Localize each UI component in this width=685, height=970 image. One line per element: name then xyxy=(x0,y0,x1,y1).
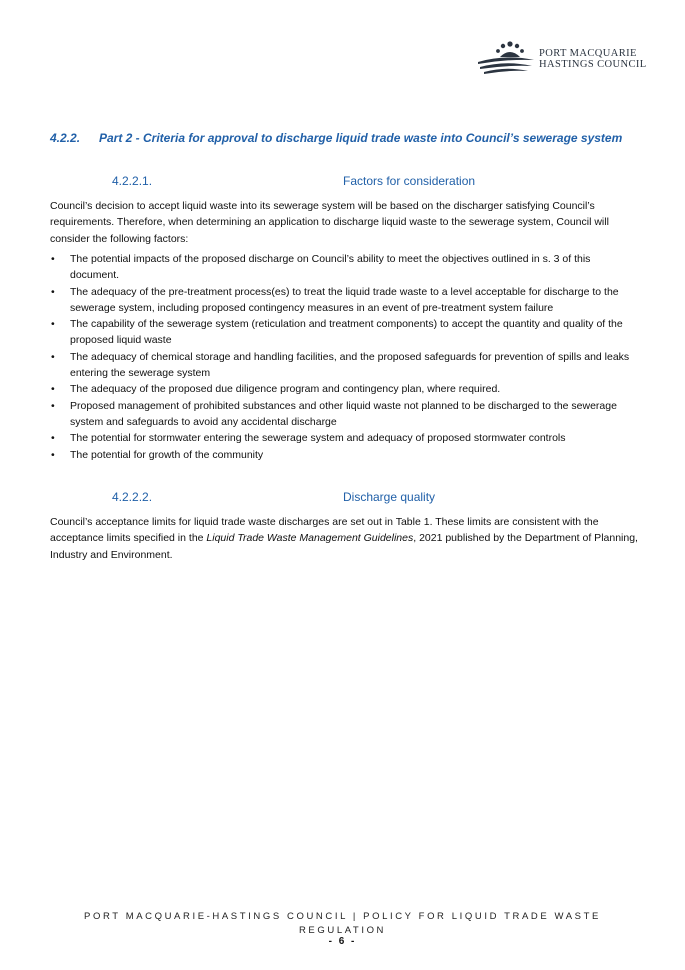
list-item: • The adequacy of the proposed due diligence program and contingency plan, where required. xyxy=(51,383,501,396)
list-item: • The potential impacts of the proposed discharge on Council’s ability to meet the objectives outlined in s. 3 of this document. xyxy=(51,253,591,282)
list-item: • Proposed management of prohibited substances and other liquid waste not planned to be discharged to the sewerage system and safeguards to avoid any accidental discharge xyxy=(51,399,617,428)
council-emblem-icon xyxy=(476,40,536,76)
subsection-2-title: Discharge quality xyxy=(343,490,436,504)
list-item: • The adequacy of the pre-treatment process(es) to treat the liquid trade waste to a level acceptable for discharge to the sewerage system, including proposed contingency measures in an event of pre-treatment system failure xyxy=(51,285,619,314)
list-item: • The adequacy of chemical storage and handling facilities, and the proposed safeguards for prevention of spills and leaks entering the sewerage system xyxy=(51,350,630,380)
subsection-heading-1 xyxy=(112,174,592,190)
section-title: Part 2 - Criteria for approval to discharge liquid trade waste into Council’s sewerage system xyxy=(99,131,623,145)
list-item: • The potential for stormwater entering the sewerage system and adequacy of proposed stormwater controls xyxy=(51,432,566,445)
discharge-quality-paragraph: Council’s acceptance limits for liquid trade waste discharges are set out in Table 1. These limits are consistent with the acceptance limits specified in the Liquid Trade Waste Management Guidelines, 2021 published by the Department of Planning, Industry and Environment. xyxy=(50,516,638,561)
guidelines-title: Liquid Trade Waste Management Guidelines xyxy=(206,532,414,545)
subsection-2-number: 4.2.2.2. xyxy=(112,490,153,504)
list-item: • The potential for growth of the community xyxy=(51,448,264,461)
logo-line-1: PORT MACQUARIE xyxy=(539,48,637,59)
subsection-heading-2 xyxy=(112,490,592,506)
list-item: • The capability of the sewerage system (reticulation and treatment components) to accept the quantity and quality of the proposed liquid waste xyxy=(51,318,623,347)
logo-wordmark xyxy=(539,48,647,70)
factors-intro-paragraph: Council’s decision to accept liquid waste into its sewerage system will be based on the discharger satisfying Council’s requirements. Therefore, when determining an application to discharge liquid waste to the sewerage system, Council will consider the following factors: xyxy=(50,200,609,245)
page-number: - 6 - xyxy=(328,936,357,947)
council-logo xyxy=(476,40,646,76)
page-footer: PORT MACQUARIE-HASTINGS COUNCIL | POLICY FOR LIQUID TRADE WASTE REGULATION xyxy=(84,911,601,936)
logo-line-2: HASTINGS COUNCIL xyxy=(539,59,647,70)
subsection-1-title: Factors for consideration xyxy=(343,174,476,188)
section-number: 4.2.2. xyxy=(50,131,81,145)
factors-list xyxy=(50,251,640,463)
subsection-1-number: 4.2.2.1. xyxy=(112,174,153,188)
